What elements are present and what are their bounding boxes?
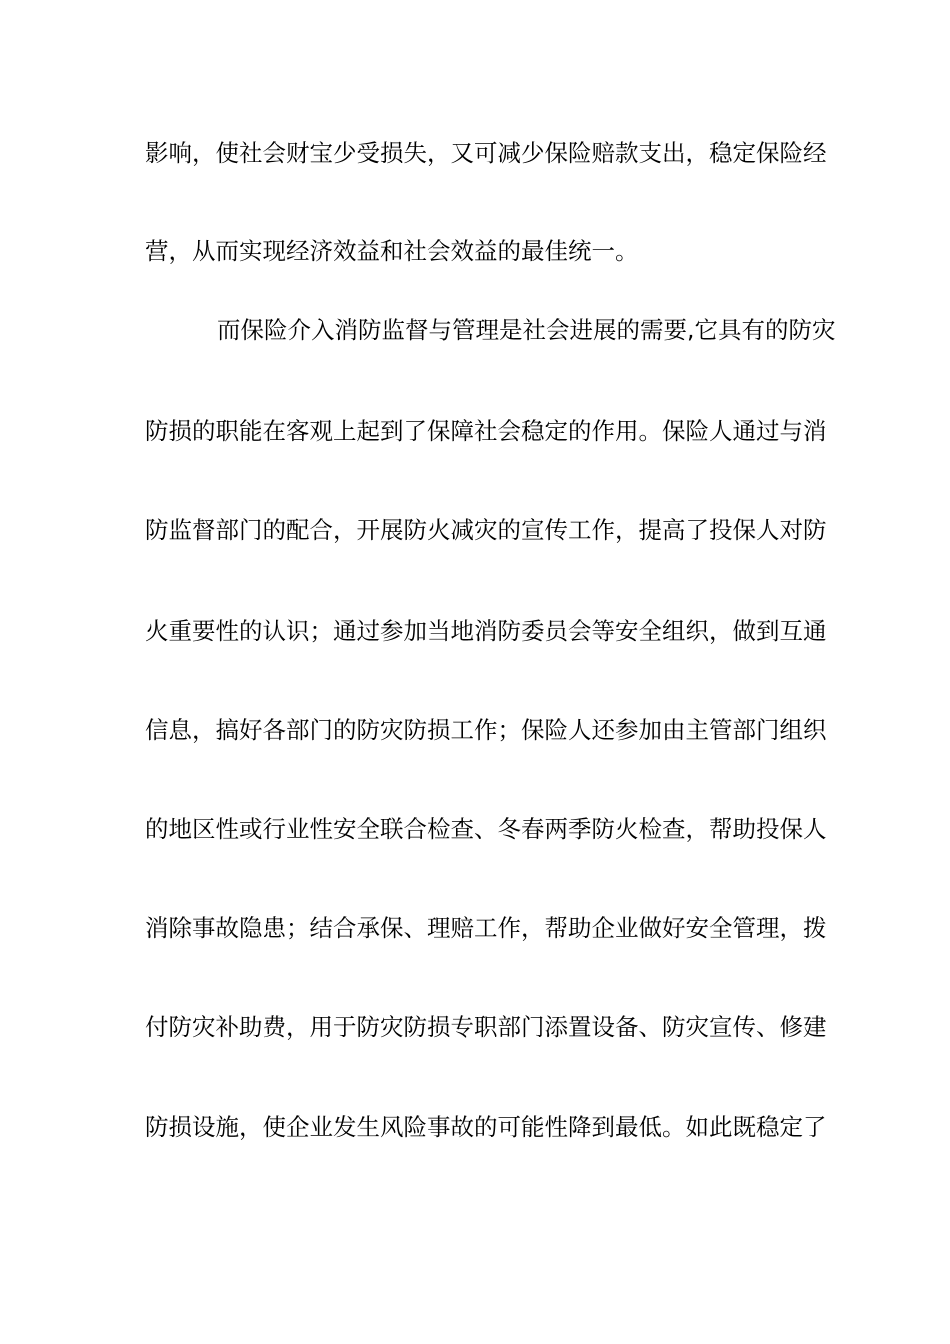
paragraph-line: 影响，使社会财宝少受损失，又可减少保险赔款支出，稳定保险经 [145,139,827,167]
paragraph-line: 的地区性或行业性安全联合检查、冬春两季防火检查，帮助投保人 [145,815,827,843]
paragraph-line: 营，从而实现经济效益和社会效益的最佳统一。 [145,237,639,265]
paragraph-line: 防监督部门的配合，开展防火减灾的宣传工作，提高了投保人对防 [145,516,827,544]
paragraph-line: 付防灾补助费，用于防灾防损专职部门添置设备、防灾宣传、修建 [145,1013,827,1041]
paragraph-line: 而保险介入消防监督与管理是社会进展的需要,它具有的防灾 [217,316,836,344]
paragraph-line: 信息，搞好各部门的防灾防损工作；保险人还参加由主管部门组织 [145,716,827,744]
paragraph-line: 消除事故隐患；结合承保、理赔工作，帮助企业做好安全管理，拨 [145,914,827,942]
paragraph-line: 火重要性的认识；通过参加当地消防委员会等安全组织，做到互通 [145,617,827,645]
paragraph-line: 防损设施，使企业发生风险事故的可能性降到最低。如此既稳定了 [145,1113,827,1141]
paragraph-line: 防损的职能在客观上起到了保障社会稳定的作用。保险人通过与消 [145,417,827,445]
